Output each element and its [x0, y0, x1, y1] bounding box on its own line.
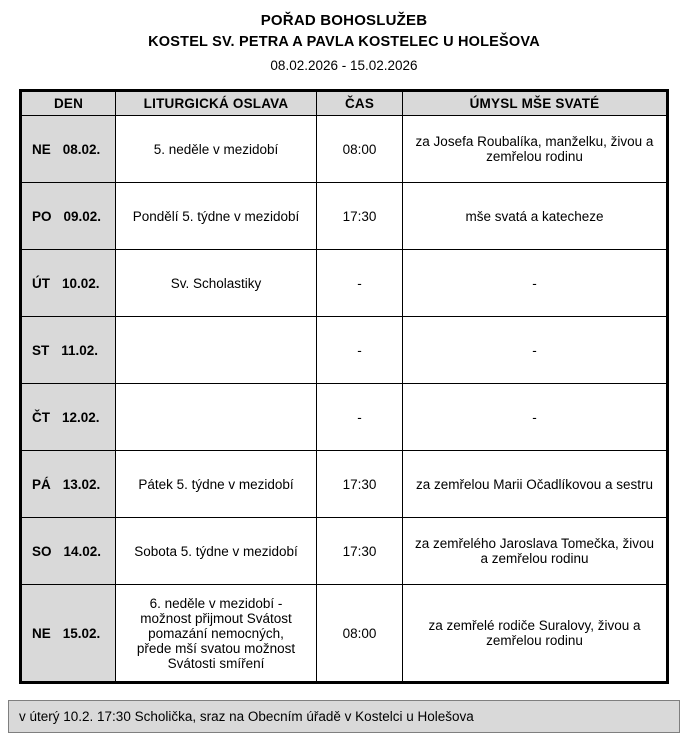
table-row [21, 317, 668, 384]
table-row [21, 116, 668, 183]
day-abbr: PÁ [32, 476, 51, 492]
document-title: POŘAD BOHOSLUŽEB [260, 12, 428, 29]
day-date: 14.02. [63, 543, 102, 559]
day-abbr: ÚT [32, 275, 50, 291]
document-header [0, 12, 688, 73]
day-cell [21, 250, 116, 317]
day-cell-inner [23, 209, 114, 224]
celebration-cell: 6. neděle v mezidobí - možnost přijmout Svátost pomazání nemocných, přede mší svatou možnost Svátosti smíření [116, 585, 317, 683]
day-cell-inner [23, 544, 114, 559]
day-cell-inner [23, 276, 114, 291]
table-row [21, 183, 668, 250]
table-row [21, 585, 668, 683]
document-subtitle: KOSTEL SV. PETRA A PAVLA KOSTELEC U HOLEŠOVA [148, 34, 540, 50]
time-cell: - [317, 317, 403, 384]
column-header-liturgicka-oslava: LITURGICKÁ OSLAVA [116, 91, 317, 116]
time-cell: 17:30 [317, 183, 403, 250]
day-cell-inner [23, 626, 114, 641]
time-cell: - [317, 384, 403, 451]
intention-cell: - [403, 384, 668, 451]
time-cell: 08:00 [317, 585, 403, 683]
celebration-cell: 5. neděle v mezidobí [116, 116, 317, 183]
footer-note: v úterý 10.2. 17:30 Scholička, sraz na Obecním úřadě v Kostelci u Holešova [8, 700, 680, 733]
table-row [21, 384, 668, 451]
day-abbr: ČT [32, 409, 50, 425]
day-cell [21, 116, 116, 183]
intention-cell: za zemřelého Jaroslava Tomečka, živou a zemřelou rodinu [403, 518, 668, 585]
celebration-cell [116, 384, 317, 451]
table-row [21, 250, 668, 317]
day-cell [21, 183, 116, 250]
day-abbr: PO [32, 208, 52, 224]
table-row [21, 518, 668, 585]
day-cell [21, 384, 116, 451]
table-header-row [21, 91, 668, 116]
day-cell-inner [23, 142, 114, 157]
day-abbr: NE [32, 141, 51, 157]
day-cell [21, 451, 116, 518]
day-date: 13.02. [62, 476, 101, 492]
day-date: 09.02. [63, 208, 102, 224]
column-header-umysl: ÚMYSL MŠE SVATÉ [403, 91, 668, 116]
day-cell-inner [23, 477, 114, 492]
day-cell [21, 317, 116, 384]
celebration-cell: Pátek 5. týdne v mezidobí [116, 451, 317, 518]
time-cell: 17:30 [317, 451, 403, 518]
intention-cell: za zemřelé rodiče Suralovy, živou a zemřelou rodinu [403, 585, 668, 683]
day-abbr: NE [32, 625, 51, 641]
table-row [21, 451, 668, 518]
day-date: 11.02. [61, 342, 99, 358]
day-date: 12.02. [62, 409, 100, 425]
date-range: 08.02.2026 - 15.02.2026 [270, 58, 418, 73]
column-header-cas: ČAS [317, 91, 403, 116]
intention-cell: - [403, 317, 668, 384]
celebration-cell [116, 317, 317, 384]
day-abbr: SO [32, 543, 52, 559]
celebration-cell: Pondělí 5. týdne v mezidobí [116, 183, 317, 250]
intention-cell: za Josefa Roubalíka, manželku, živou a zemřelou rodinu [403, 116, 668, 183]
day-date: 15.02. [62, 625, 101, 641]
day-cell-inner [23, 343, 114, 358]
intention-cell: - [403, 250, 668, 317]
celebration-cell: Sv. Scholastiky [116, 250, 317, 317]
time-cell: - [317, 250, 403, 317]
celebration-cell: Sobota 5. týdne v mezidobí [116, 518, 317, 585]
intention-cell: za zemřelou Marii Očadlíkovou a sestru [403, 451, 668, 518]
column-header-den: DEN [21, 91, 116, 116]
day-date: 08.02. [62, 141, 101, 157]
day-cell [21, 585, 116, 683]
intention-cell: mše svatá a katecheze [403, 183, 668, 250]
time-cell: 17:30 [317, 518, 403, 585]
day-cell-inner [23, 410, 114, 425]
day-date: 10.02. [62, 275, 100, 291]
time-cell: 08:00 [317, 116, 403, 183]
day-abbr: ST [32, 342, 50, 358]
schedule-table [19, 89, 669, 684]
day-cell [21, 518, 116, 585]
